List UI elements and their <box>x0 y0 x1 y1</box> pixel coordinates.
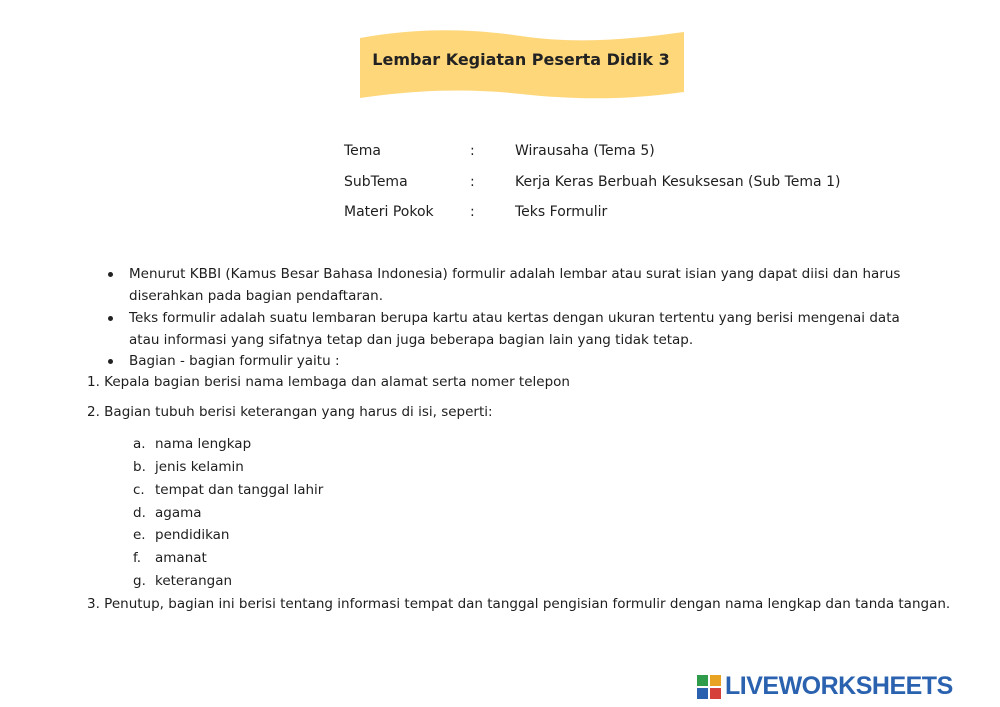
logo-block <box>710 675 721 686</box>
info-key: Materi Pokok <box>344 204 434 220</box>
info-separator: : <box>470 204 475 220</box>
page-title: Lembar Kegiatan Peserta Didik 3 <box>372 50 670 69</box>
bullet-item <box>129 350 929 372</box>
bullet-dot <box>108 272 113 277</box>
bullet-item <box>129 263 929 307</box>
sub-item-text: agama <box>155 505 202 521</box>
logo-block <box>697 675 708 686</box>
sub-item-text: pendidikan <box>155 527 230 543</box>
sub-item-letter: e. <box>133 527 146 543</box>
logo-blocks-icon <box>697 675 721 699</box>
logo-text: LIVEWORKSHEETS <box>725 672 953 700</box>
bullet-text: Menurut KBBI (Kamus Besar Bahasa Indonesia) formulir adalah lembar atau surat isian yang dapat diisi dan harus diserahkan pada bagian pendaftaran. <box>129 266 901 304</box>
sub-item-text: jenis kelamin <box>155 459 244 475</box>
title-banner <box>356 28 686 100</box>
bullet-dot <box>108 316 113 321</box>
logo-block <box>697 688 708 699</box>
section-1-text: 1. Kepala bagian berisi nama lembaga dan alamat serta nomer telepon <box>87 374 570 390</box>
info-separator: : <box>470 174 475 190</box>
sub-item-text: keterangan <box>155 573 233 589</box>
bullet-text: Teks formulir adalah suatu lembaran berupa kartu atau kertas dengan ukuran tertentu yang berisi mengenai data atau informasi yang sifatnya tetap dan juga beberapa bagian lain yang tidak tetap. <box>129 310 900 348</box>
sub-item-letter: c. <box>133 482 145 498</box>
info-separator: : <box>470 143 475 159</box>
sub-item-letter: g. <box>133 573 146 589</box>
info-value: Wirausaha (Tema 5) <box>515 143 655 159</box>
info-value: Teks Formulir <box>515 204 608 220</box>
bullet-text: Bagian - bagian formulir yaitu : <box>129 353 340 369</box>
sub-item-letter: f. <box>133 550 142 566</box>
bullet-dot <box>108 359 113 364</box>
info-key: Tema <box>344 143 382 159</box>
section-2-text: 2. Bagian tubuh berisi keterangan yang harus di isi, seperti: <box>87 404 493 420</box>
sub-item-letter: a. <box>133 436 146 452</box>
section-3-text: 3. Penutup, bagian ini berisi tentang informasi tempat dan tanggal pengisian formulir dengan nama lengkap dan tanda tangan. <box>87 596 951 612</box>
logo-block <box>710 688 721 699</box>
bullet-item <box>129 307 929 351</box>
sub-item-text: amanat <box>155 550 207 566</box>
info-value: Kerja Keras Berbuah Kesuksesan (Sub Tema 1) <box>515 174 841 190</box>
sub-item-letter: b. <box>133 459 146 475</box>
sub-item-letter: d. <box>133 505 146 521</box>
sub-item-text: tempat dan tanggal lahir <box>155 482 324 498</box>
info-key: SubTema <box>344 174 408 190</box>
sub-item-text: nama lengkap <box>155 436 252 452</box>
